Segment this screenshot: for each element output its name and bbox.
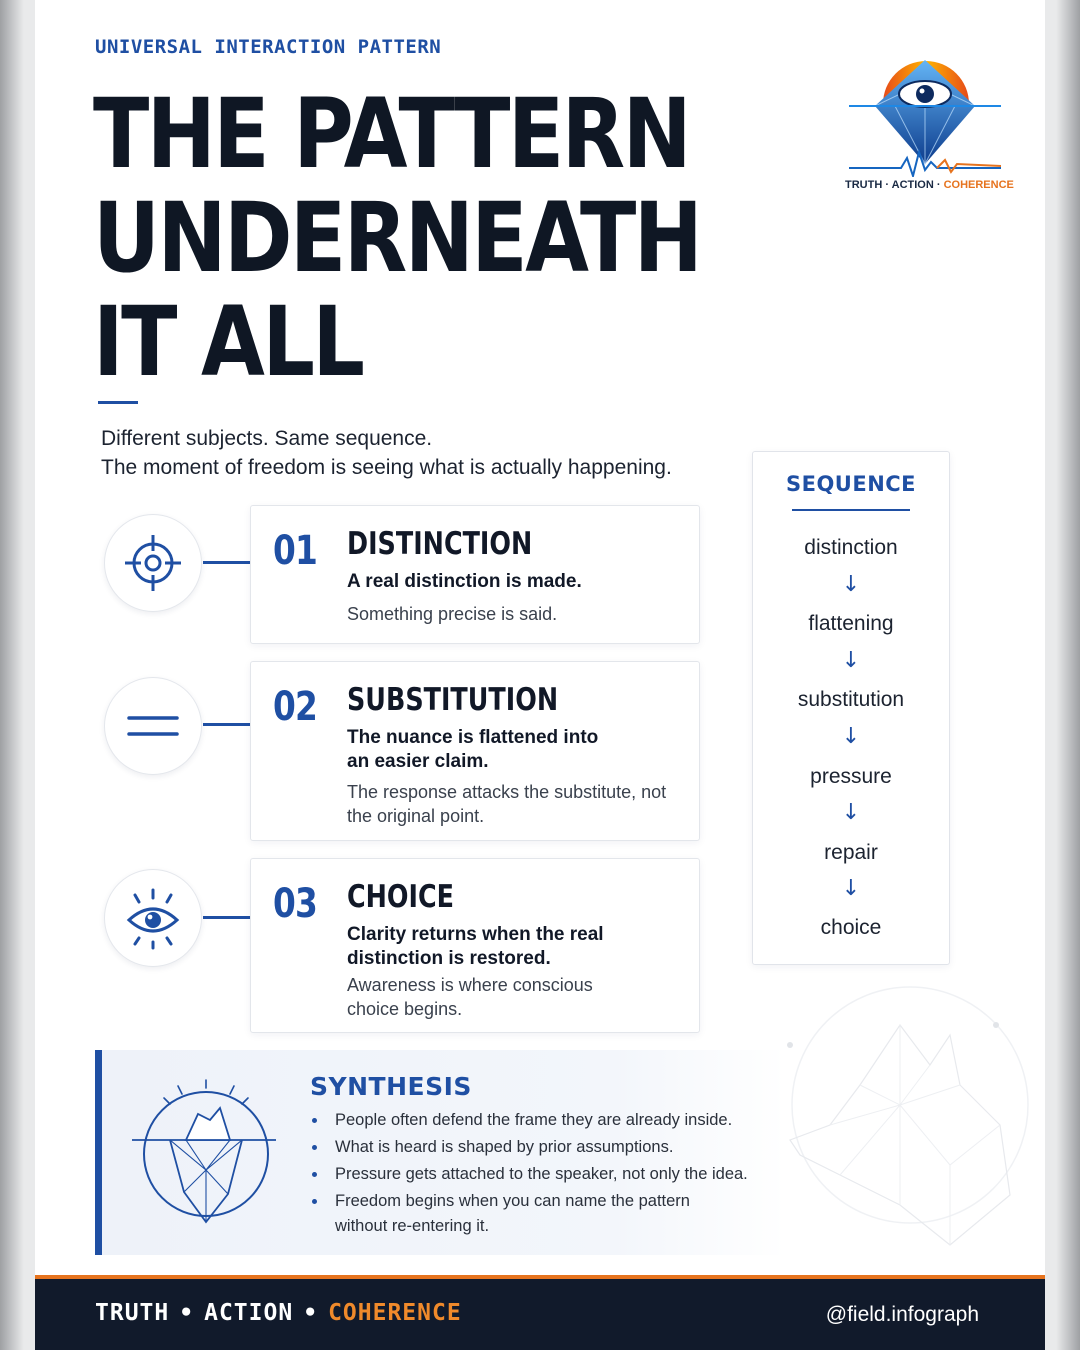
- sequence-divider: [792, 509, 910, 511]
- wolf-watermark-icon: [780, 975, 1040, 1255]
- synthesis-bullet: Pressure gets attached to the speaker, not only the idea.: [310, 1162, 790, 1187]
- arrow-down-icon: ↓: [841, 724, 861, 749]
- eye-icon: [121, 886, 185, 950]
- diamond-eye-icon: [845, 52, 1005, 177]
- eyebrow-label: UNIVERSAL INTERACTION PATTERN: [95, 36, 442, 58]
- step-heading: CHOICE: [347, 879, 455, 915]
- step-2-icon-badge: [104, 677, 202, 775]
- page-title: [93, 78, 701, 398]
- synthesis-list: [310, 1108, 790, 1241]
- step-number: 01: [273, 528, 318, 574]
- footer-separator: •: [179, 1300, 195, 1326]
- synthesis-bullet: Freedom begins when you can name the pattern without re-entering it.: [310, 1189, 730, 1239]
- sequence-title: SEQUENCE: [785, 472, 917, 496]
- arrow-down-icon: ↓: [841, 800, 861, 825]
- step-card-distinction: [250, 505, 700, 644]
- step-body: Something precise is said.: [347, 604, 558, 624]
- target-icon: [121, 531, 185, 595]
- step-lead: Clarity returns when the real distinction is restored.: [347, 924, 604, 969]
- sequence-item: substitution: [797, 688, 905, 711]
- synthesis-title: SYNTHESIS: [310, 1072, 472, 1101]
- synthesis-panel: [95, 1050, 785, 1255]
- step-heading: DISTINCTION: [347, 526, 533, 562]
- brand-logo: [845, 52, 1014, 197]
- footer-separator: •: [303, 1300, 319, 1326]
- subtitle-line-2: The moment of freedom is seeing what is actually happening.: [101, 456, 672, 479]
- footer-truth: TRUTH: [95, 1300, 170, 1326]
- step-3-connector: [203, 916, 251, 919]
- subtitle: [101, 424, 741, 482]
- step-1-connector: [203, 561, 251, 564]
- sequence-item: flattening: [808, 612, 894, 635]
- footer-tagline: [95, 1300, 462, 1326]
- step-2-connector: [203, 723, 251, 726]
- title-line-3: IT ALL: [93, 286, 363, 398]
- sequence-item: pressure: [810, 765, 892, 788]
- iceberg-icon: [124, 1074, 284, 1234]
- step-number: 03: [273, 881, 318, 927]
- footer-coherence: COHERENCE: [328, 1300, 462, 1326]
- arrow-down-icon: ↓: [841, 572, 861, 597]
- step-body: The response attacks the substitute, not the original point.: [347, 782, 667, 826]
- social-handle[interactable]: @field.infograph: [825, 1303, 979, 1326]
- equals-icon: [121, 694, 185, 758]
- arrow-down-icon: ↓: [841, 876, 861, 901]
- subtitle-line-1: Different subjects. Same sequence.: [101, 427, 433, 450]
- title-divider: [98, 401, 138, 404]
- step-lead: The nuance is flattened into an easier claim.: [347, 727, 599, 772]
- arrow-down-icon: ↓: [841, 648, 861, 673]
- title-line-2: UNDERNEATH: [93, 182, 701, 294]
- sequence-panel: [752, 451, 950, 965]
- logo-caption-part2: COHERENCE: [943, 179, 1014, 191]
- step-card-substitution: [250, 661, 700, 841]
- logo-caption: [845, 179, 1025, 191]
- footer-bar: [35, 1279, 1045, 1350]
- step-lead: A real distinction is made.: [347, 571, 582, 592]
- title-line-1: THE PATTERN: [93, 78, 690, 190]
- logo-caption-part1: TRUTH · ACTION ·: [845, 179, 944, 191]
- infographic-page: [35, 0, 1045, 1350]
- sequence-item: choice: [820, 916, 882, 939]
- sequence-item: repair: [824, 841, 878, 864]
- synthesis-bullet: People often defend the frame they are already inside.: [310, 1108, 790, 1133]
- step-card-choice: [250, 858, 700, 1033]
- step-3-icon-badge: [104, 869, 202, 967]
- synthesis-bullet: What is heard is shaped by prior assumptions.: [310, 1135, 790, 1160]
- step-heading: SUBSTITUTION: [347, 682, 559, 718]
- step-body: Awareness is where conscious choice begins.: [347, 975, 593, 1019]
- step-1-icon-badge: [104, 514, 202, 612]
- sequence-item: distinction: [804, 536, 898, 559]
- footer-action: ACTION: [204, 1300, 294, 1326]
- step-number: 02: [273, 684, 318, 730]
